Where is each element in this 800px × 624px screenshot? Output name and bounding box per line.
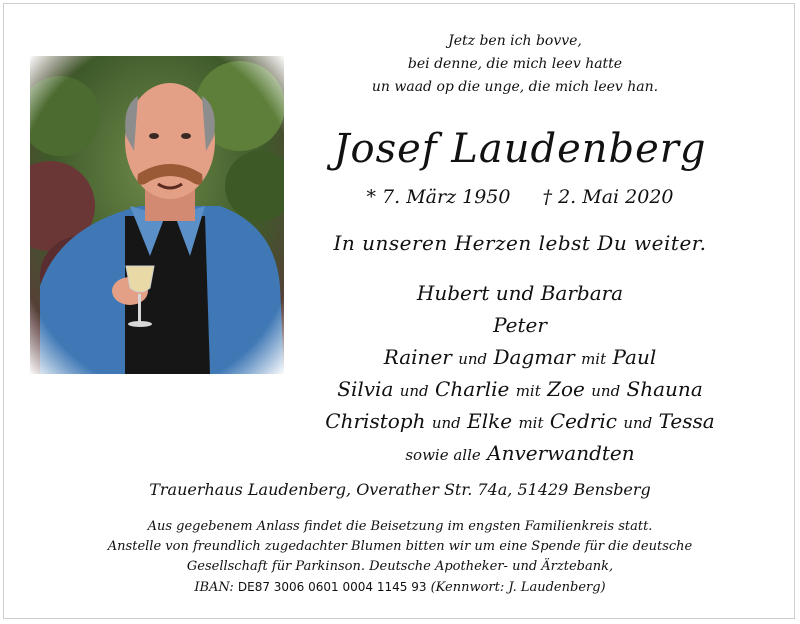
poem xyxy=(330,30,700,99)
mourner-name: Dagmar xyxy=(493,345,575,369)
poem-line-3: un waad op die unge, die mich leev han. xyxy=(371,79,659,95)
conjunction: mit xyxy=(518,414,544,432)
conjunction: und xyxy=(431,414,461,432)
conjunction: mit xyxy=(515,382,541,400)
notice-line-4 xyxy=(0,577,800,598)
mourner-name: Cedric xyxy=(549,409,617,433)
mourner-name: Christoph xyxy=(325,409,426,433)
notice-line-2: Anstelle von freundlich zugedachter Blumen bitten wir um eine Spende für die deutsche xyxy=(107,539,693,554)
conjunction: und xyxy=(623,414,653,432)
mourner-name: Anverwandten xyxy=(487,441,635,465)
conjunction: und xyxy=(458,350,488,368)
mourner-name: Rainer xyxy=(383,345,452,369)
mourners-row-5 xyxy=(270,406,770,438)
mourner-name: Zoe xyxy=(547,377,585,401)
portrait-photo-illustration xyxy=(30,56,284,374)
conjunction: mit xyxy=(581,350,607,368)
death-date: † 2. Mai 2020 xyxy=(542,186,674,208)
mourner-name: Silvia xyxy=(337,377,394,401)
mourners-row-2: Peter xyxy=(493,313,547,337)
life-dates xyxy=(300,186,740,208)
mourners-row-4 xyxy=(270,374,770,406)
poem-line-1: Jetz ben ich bovve, xyxy=(448,33,582,49)
mourner-name: Elke xyxy=(467,409,513,433)
mourners-row-6 xyxy=(270,438,770,470)
poem-line-2: bei denne, die mich leev hatte xyxy=(407,56,623,72)
deceased-name: Josef Laudenberg xyxy=(333,126,707,172)
iban-value: DE87 3006 0601 0004 1145 93 xyxy=(237,580,427,594)
mourner-name: Charlie xyxy=(435,377,510,401)
conjunction: sowie alle xyxy=(405,446,481,464)
portrait-photo xyxy=(30,56,284,374)
conjunction: und xyxy=(399,382,429,400)
notice-line-3: Gesellschaft für Parkinson. Deutsche Apotheker- und Ärztebank, xyxy=(186,559,614,574)
mourners-list xyxy=(270,278,770,470)
notice-line-1: Aus gegebenem Anlass findet die Beisetzung im engsten Familienkreis statt. xyxy=(147,519,653,534)
iban-note: (Kennwort: J. Laudenberg) xyxy=(430,580,606,595)
iban-label: IBAN: xyxy=(194,580,234,595)
mourning-house-address: Trauerhaus Laudenberg, Overather Str. 74a, 51429 Bensberg xyxy=(149,480,651,499)
mourners-row-1: Hubert und Barbara xyxy=(416,281,624,305)
motto: In unseren Herzen lebst Du weiter. xyxy=(333,231,707,255)
mourner-name: Paul xyxy=(612,345,657,369)
birth-date: * 7. März 1950 xyxy=(366,186,511,208)
mourners-row-3 xyxy=(270,342,770,374)
conjunction: und xyxy=(591,382,621,400)
mourner-name: Tessa xyxy=(658,409,715,433)
mourner-name: Shauna xyxy=(626,377,703,401)
funeral-notice xyxy=(0,517,800,598)
